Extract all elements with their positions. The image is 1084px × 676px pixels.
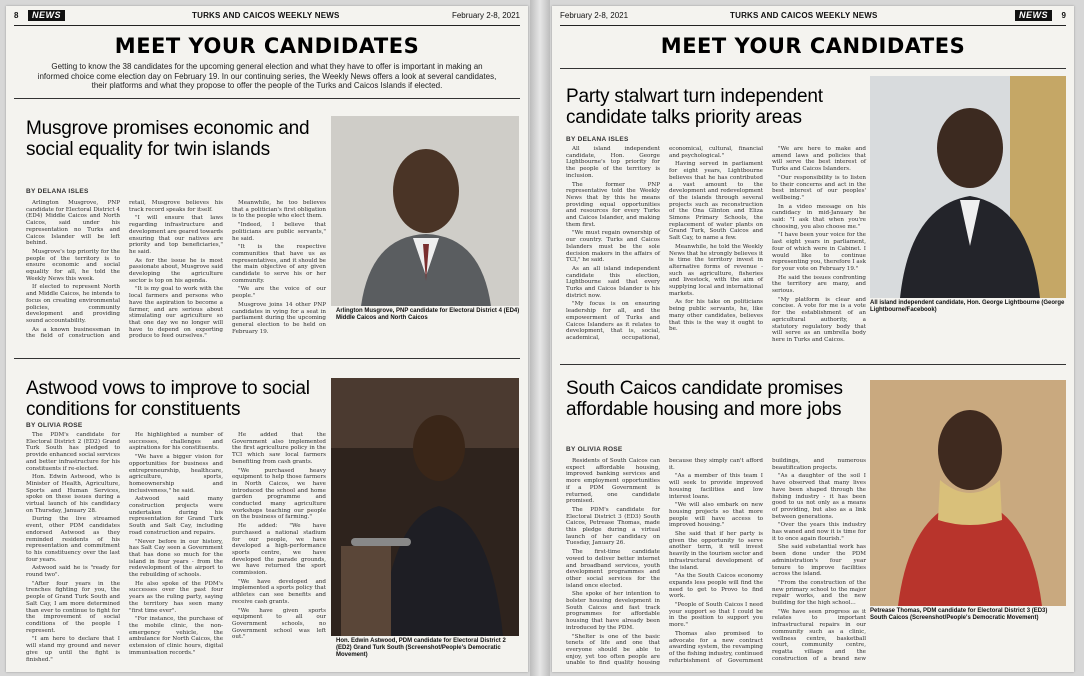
story-byline: BY DELANA ISLES xyxy=(566,136,629,143)
photo-astwood xyxy=(331,378,519,636)
body-paragraph: "We must regain ownership of our country. Turks and Caicos Islanders must be the sole decision makers in the affairs of TCI," he said. xyxy=(566,230,660,264)
body-paragraph: As for his take on politicians being public servants, he, like many other candidates, believes that this is the way it ought to be. xyxy=(669,299,763,333)
body-paragraph: Having served in parliament for eight years, Lightbourne believes that he has contributed a vast amount to the development and redevelopment of the islands through several projects such as reconstruction of the Ona Glinton and Eliza Simons Primary Schools, the replacement of water plants on Grand Turk, South Caicos and Salt Cay, to name a few. xyxy=(669,161,763,242)
body-paragraph: "I am here to declare that I will stand my ground and never give up until the fight is finished." xyxy=(26,636,120,663)
section-rule xyxy=(14,98,520,99)
body-paragraph: "For instance, the purchase of the mobile clinic, the non-emergency vehicle, the ambulance for North Caicos, the extension of clinic hours, digital immunisation records." xyxy=(129,616,223,656)
page-number: 9 xyxy=(1061,11,1066,20)
running-head xyxy=(14,10,520,23)
section-rule xyxy=(560,68,1066,69)
body-paragraph: "We have seen progress as it relates to important infrastructural repairs in our community such as a clinic, wellness centre, basketball court, community centre, regatta village and the construction of a brand new xyxy=(772,608,866,662)
head-rule xyxy=(14,25,520,26)
body-paragraph: The PDM's candidate for Electoral District 2 (ED2) Grand Turk South has pledged to provide enhanced social services and better infrastructure for his constituents if re-elected. xyxy=(26,432,120,472)
body-paragraph: In a video message on his candidacy in mid-January he said: "I ask that when you're choosing, you also choose me." xyxy=(772,203,866,230)
body-paragraph: "Our responsibility is to listen to their concerns and act in the best interest of our peoples' wellbeing." xyxy=(772,174,866,201)
body-paragraph: He highlighted a number of successes, challenges and aspirations for his constituents. xyxy=(129,432,223,452)
photo-caption: Hon. Edwin Astwood, PDM candidate for Electoral District 2 (ED2) Grand Turk South (Screenshot/People's Democratic Movement) xyxy=(336,638,506,658)
candidate-photo xyxy=(331,378,519,636)
photo-caption: Petrease Thomas, PDM candidate for Electoral District 3 (ED3) South Caicos (Screenshot/People's Democratic Movement) xyxy=(870,608,1048,621)
body-paragraph: Astwood said many construction projects were undertaken during his representation for Grand Turk South and Salt Cay, including road construction and repairs. xyxy=(129,496,223,536)
story-body xyxy=(26,200,326,350)
body-paragraph: "I have been your voice for the last eight years in parliament, four of which were in Cabinet. I would like to continue representing you, therefore I ask for your vote on February 19." xyxy=(772,232,866,272)
body-paragraph: "As a member of this team I will seek to provide improved housing facilities and low interest loans. xyxy=(669,473,763,500)
paper-name: TURKS AND CAICOS WEEKLY NEWS xyxy=(730,11,878,20)
body-paragraph: She spoke of her intention to bolster housing development in South Caicos and fast track programmes for affordable housing that have already been introduced by the PDM. xyxy=(566,591,660,631)
body-paragraph: He also spoke of the PDM's successes over the past four years as the ruling party, saying the territory has seen many "first time ever". xyxy=(129,580,223,614)
body-paragraph: The former PNP representative told the Weekly News that by this he means providing equal opportunities and resources for every Turks and Caicos Islander, and making them first. xyxy=(566,181,660,228)
body-paragraph: As a known businessman in the field of construction and retail, Musgrove believes his track record speaks for itself. xyxy=(26,200,223,340)
candidate-photo xyxy=(870,380,1066,606)
body-paragraph: "Never before in our history, has Salt Cay seen a Government that has done so much for the island in four years - from the redevelopment of the airport to the rebuilding of schools. xyxy=(129,538,223,579)
story-body xyxy=(566,146,866,346)
body-paragraph: "I will ensure that laws regarding infrastructure and development are geared towards ensuring that our natives are priority and top beneficiaries," he said. xyxy=(129,215,223,255)
body-paragraph: "Shelter is one of the basic tenets of life and one that everyone should be able to enjoy, yet too often people are unable to find quality housing because they simply can't afford it. xyxy=(566,458,763,667)
running-head xyxy=(560,10,1066,23)
body-paragraph: "Indeed, I believe that politicians are public servants," he said. xyxy=(232,222,326,242)
story-headline: South Caicos candidate promises affordable housing and more jobs xyxy=(566,378,843,420)
body-paragraph: Hon. Edwin Astwood, who is Minister of Health, Agriculture, Sports and Human Services, spoke on these issues during a virtual launch of his candidacy on Thursday, January 28. xyxy=(26,474,120,514)
intro-deck: Getting to know the 38 candidates for the upcoming general election and what they have to offer is important in making an informed choice come election day on February 19. In our continuing series, the Weekly News offers a look at several candidates, their platforms and what they propose to offer the people of the Turks and Caicos Islands if elected. xyxy=(37,62,497,90)
body-paragraph: "From the construction of the new primary school to the major repair works, and the new building for the high school... xyxy=(772,579,866,607)
body-paragraph: "It is my goal to work with the local farmers and persons who have the aspiration to become a farmer, and are serious about stimulating our agriculture so that one day we no longer will have to depend on exporting produce to feed ourselves." xyxy=(129,286,223,340)
body-paragraph: "We are here to make and amend laws and policies that will serve the best interest of Turks and Caicos Islanders. xyxy=(772,146,866,173)
story-body xyxy=(26,432,326,668)
body-paragraph: "It is the respective communities that have us as representatives, and it should be the main objective of any given candidate to serve his or her community. xyxy=(232,244,326,284)
body-paragraph: "We purchased heavy equipment to help those farmers in North Caicos, we have introduced the school and home garden programme and conducted many agriculture workshops teaching our people on the business of farming." xyxy=(232,467,326,521)
body-paragraph: Astwood said he is "ready for round two". xyxy=(26,565,120,579)
photo-thomas xyxy=(870,380,1066,606)
story-byline: BY DELANA ISLES xyxy=(26,188,89,195)
body-paragraph: "As the South Caicos economy expands less people will find the need to get to Provo to find work. xyxy=(669,573,763,600)
story-headline: Party stalwart turn independent candidate talks priority areas xyxy=(566,86,823,128)
banner-title: MEET YOUR CANDIDATES xyxy=(114,34,420,58)
photo-caption: Arlington Musgrove, PNP candidate for Electoral District 4 (ED4) Middle Caicos and North Caicos xyxy=(336,308,520,321)
news-logo: NEWS xyxy=(28,10,65,21)
news-logo: NEWS xyxy=(1015,10,1052,21)
body-paragraph: During the live streamed event, other PDM candidates endorsed Astwood as they reminded residents of his representation and commitment to his constituency over the last four years. xyxy=(26,516,120,563)
body-paragraph: "After four years in the trenches fighting for you, the people of Grand Turk South and Salt Cay, I am more determined than ever to continue to fight for the improvement of social conditions of the people I represent. xyxy=(26,580,120,634)
body-paragraph: "People of South Caicos I need your support so that I could be in the position to support you more." xyxy=(669,602,763,629)
body-paragraph: The first-time candidate vowed to deliver better internet and broadband services, youth development programmes and other social services for the island once elected. xyxy=(566,549,660,589)
body-paragraph: She said substantial work has been done under the PDM administration's four year tenure to improve facilities across the island. xyxy=(772,544,866,578)
photo-caption: All island independent candidate, Hon. George Lightbourne (George Lightbourne/Facebook) xyxy=(870,300,1065,313)
story-body xyxy=(566,458,866,668)
body-paragraph: "We have a bigger vision for opportunities for business and entrepreneurship, healthcare, agriculture, sports, homeownership and inclusiveness," he said. xyxy=(129,454,223,494)
body-paragraph: Thomas also promised to advocate for a new contract awarding system, the revamping of the fishing industry, continued refurbishment of Government buildings, and numerous beautification projects. xyxy=(669,458,866,664)
body-paragraph: "As a daughter of the soil I have observed that many lives have been shaped through the fishing industry - it has been good to us not only as a means of providing, but also as a link between generations. xyxy=(772,473,866,520)
body-paragraph: He added: "We have purchased a national stadium for our people, we have developed a high-performance sports centre, we have developed the parade grounds, we have returned the sport commission. xyxy=(232,523,326,577)
banner-title: MEET YOUR CANDIDATES xyxy=(660,34,966,58)
section-rule xyxy=(560,364,1066,365)
body-paragraph: Meanwhile, he told the Weekly News that he strongly believes it is time the territory invest in alternative forms of revenue - such as agriculture, fisheries and livestock, with the aim of supplying local and international markets. xyxy=(669,243,763,297)
body-paragraph: "We are the voice of our people." xyxy=(232,286,326,300)
body-paragraph: As an all island independent candidate this election, Lightbourne said that every Turks and Caicos Islander is his district now. xyxy=(566,265,660,299)
portrait-musgrove xyxy=(331,116,519,306)
section-rule xyxy=(14,358,520,359)
story-byline: BY OLIVIA ROSE xyxy=(26,422,83,429)
body-paragraph: "We have given sports equipment to all our Government schools, no Government school was left out." xyxy=(232,607,326,641)
issue-date: February 2-8, 2021 xyxy=(451,11,520,20)
body-paragraph: Musgrove joins 14 other PNP candidates in vying for a seat in parliament during the upcoming general election to be held on February 19. xyxy=(232,301,326,335)
body-paragraph: "Over the years this industry has waned and now it is time for it to once again flourish." xyxy=(772,522,866,542)
body-paragraph: He said the issues confronting the territory are many, and serious. xyxy=(772,274,866,295)
body-paragraph: If elected to represent North and Middle Caicos, he intends to focus on creating environmental policies, community development and providing sound accountability. xyxy=(26,284,120,324)
body-paragraph: The PDM's candidate for Electoral District 3 (ED3) South Caicos, Petrease Thomas, made this pledge during a virtual launch of her candidacy on Tuesday, January 26. xyxy=(566,506,660,547)
body-paragraph: "My platform is clear and concise. A vote for me is a vote for the establishment of an agricultural authority, a statutory regulatory body that will serve as an umbrella body here in Turks and Caicos. xyxy=(772,296,866,343)
body-paragraph: He added that the Government also implemented the first agriculture policy in the TCI which saw local farmers benefiting from cash grants. xyxy=(232,432,326,465)
page-gutter xyxy=(530,0,550,676)
page-number: 8 xyxy=(14,11,19,20)
paper-name: TURKS AND CAICOS WEEKLY NEWS xyxy=(192,11,340,20)
body-paragraph: "We will also embark on new housing projects so that more people will have access to improved housing." xyxy=(669,502,763,529)
body-paragraph: As for the issue he is most passionate about, Musgrove said developing the agriculture sector is top on his agenda. xyxy=(129,257,223,284)
story-headline: Astwood vows to improve to social conditions for constituents xyxy=(26,378,310,420)
portrait-lightbourne xyxy=(870,76,1066,298)
body-paragraph: "We have developed and implemented a sports policy that athletes can see benefits and receive cash grants. xyxy=(232,578,326,605)
head-rule xyxy=(560,25,1066,26)
body-paragraph: All island independent candidate, Hon. George Lightbourne's top priority for the people of the territory is inclusion. xyxy=(566,146,660,179)
story-headline: Musgrove promises economic and social equality for twin islands xyxy=(26,118,310,160)
body-paragraph: Arlington Musgrove, PNP candidate for Electoral District 4 (ED4) Middle Caicos and North Caicos, said under his representation no Turks and Caicos Islander will be left behind. xyxy=(26,200,120,247)
body-paragraph: Meanwhile, he too believes that a politician's first obligation is to the people who elect them. xyxy=(232,200,326,220)
body-paragraph: She said that if her party is given the opportunity to serve another term, it will invest heavily in the tourism sector and infrastructural development of the island. xyxy=(669,531,763,571)
body-paragraph: "My focus is on ensuring leadership for all, and the empowerment of Turks and Caicos Islanders as it relates to development, that is, social, academical, occupational, economical, cultural, financial and psychological." xyxy=(566,146,763,341)
body-paragraph: Musgrove's top priority for the people of the territory is to ensure economic and social equality for all, he told the Weekly News this week. xyxy=(26,248,120,282)
story-byline: BY OLIVIA ROSE xyxy=(566,446,623,453)
candidate-photo xyxy=(870,76,1066,298)
body-paragraph: Residents of South Caicos can expect affordable housing, improved banking services and more employment opportunities if a PDM Government is returned, one candidate promised. xyxy=(566,458,660,505)
right-page xyxy=(552,6,1074,672)
left-page xyxy=(6,6,528,672)
candidate-photo xyxy=(331,116,519,306)
issue-date: February 2-8, 2021 xyxy=(560,11,629,20)
